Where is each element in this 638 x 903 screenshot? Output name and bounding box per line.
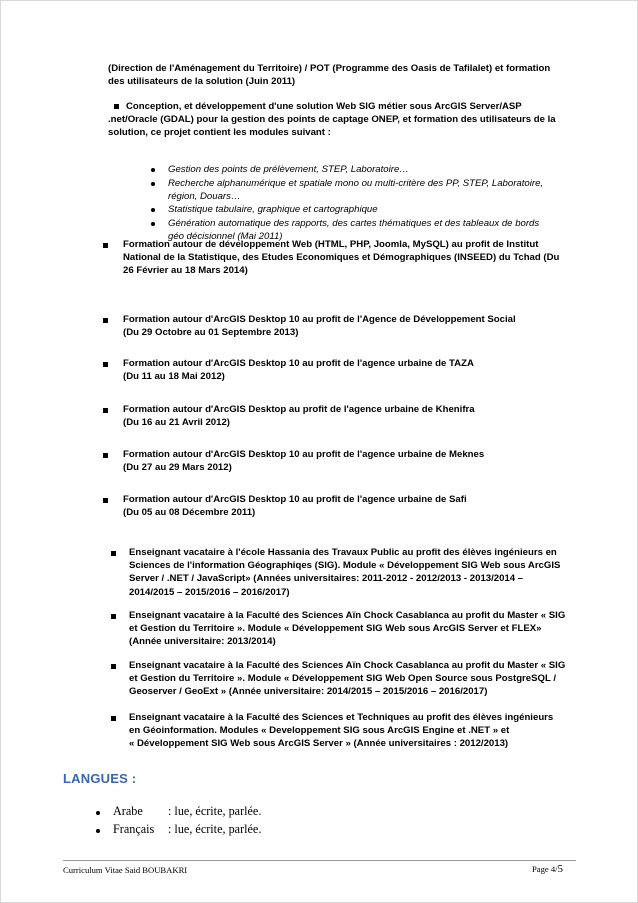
round-bullet-icon xyxy=(151,168,155,172)
round-bullet-icon xyxy=(96,829,100,833)
text-line: Statistique tabulaire, graphique et cartographique xyxy=(168,204,378,215)
language-name: Arabe xyxy=(113,804,143,818)
formation-item xyxy=(123,403,591,429)
square-bullet-icon xyxy=(111,551,116,556)
page-number xyxy=(532,863,563,875)
round-bullet-icon xyxy=(96,811,100,815)
text-line: Enseignant vacataire à la Faculté des Sciences et Techniques au profit des élèves ingénieurs xyxy=(129,712,554,723)
text-line: (Direction de l'Aménagement du Territoire) / POT (Programme des Oasis de Tafilalet) et formation xyxy=(108,63,551,74)
teaching-item xyxy=(129,609,591,649)
formation-item xyxy=(123,313,591,339)
page-prefix: Page 4/ xyxy=(532,864,558,874)
teaching-item xyxy=(129,711,591,751)
text-line: Sciences de l'information Géographiqes (SIG). Module « Développement SIG Web sous ArcGIS xyxy=(129,560,561,572)
text-line: (Du 16 au 21 Avril 2012) xyxy=(123,417,231,429)
module-item xyxy=(168,177,591,203)
square-bullet-icon xyxy=(103,408,108,413)
text-line: des utilisateurs de la solution (Juin 2011) xyxy=(108,76,296,88)
round-bullet-icon xyxy=(151,182,155,186)
square-bullet-icon xyxy=(111,614,116,619)
intro-text xyxy=(108,62,591,88)
teaching-item xyxy=(129,546,591,599)
text-line: (Année universitaire: 2013/2014) xyxy=(129,636,276,648)
text-line: Enseignant vacataire à la Faculté des Sciences Aïn Chock Casablanca au profit du Master « SIG xyxy=(129,610,566,621)
text-line: Formation autour d'ArcGIS Desktop 10 au profit de l'agence urbaine de TAZA xyxy=(123,358,474,369)
text-line: région, Douars… xyxy=(168,191,241,203)
project-description xyxy=(108,100,591,140)
text-line: Formation autour de développement Web (HTML, PHP, Joomla, MySQL) au profit de Institut xyxy=(123,239,539,250)
language-item xyxy=(113,804,413,820)
text-line: Enseignant vacataire à l'école Hassania des Travaux Public au profit des élèves ingénieurs en xyxy=(129,547,557,558)
text-line: (Du 11 au 18 Mai 2012) xyxy=(123,371,225,383)
language-level: : lue, écrite, parlée. xyxy=(168,822,262,836)
language-name: Français xyxy=(113,822,155,836)
round-bullet-icon xyxy=(151,208,155,212)
text-line: Formation autour d'ArcGIS Desktop 10 au profit de l'agence urbaine de Meknes xyxy=(123,449,485,460)
text-line: Formation autour d'ArcGIS Desktop 10 au profit de l'Agence de Développement Social xyxy=(123,314,516,325)
text-line: Server / .NET / JavaScript» (Années universitaires: 2011-2012 - 2012/2013 - 2013/2014 – xyxy=(129,573,524,585)
text-line: Gestion des points de prélèvement, STEP, Laboratoire… xyxy=(168,164,409,175)
text-line: Enseignant vacataire à la Faculté des Sciences Aïn Chock Casablanca au profit du Master « SIG xyxy=(129,660,566,671)
formation-item xyxy=(123,493,591,519)
text-line: et Gestion du Territoire ». Module « Développement SIG Web Open Source sous PostgreSQL / xyxy=(129,673,557,685)
square-bullet-icon xyxy=(111,716,116,721)
square-bullet-icon xyxy=(103,362,108,367)
text-line: en Géoinformation. Modules « Developpement SIG sous ArcGIS Engine et .NET » et xyxy=(129,725,510,737)
text-line: géo décisionnel (Mai 2011) xyxy=(168,231,283,243)
text-line: Génération automatique des rapports, des cartes thématiques et des tableaux de bords xyxy=(168,218,540,229)
square-bullet-icon xyxy=(103,453,108,458)
square-bullet-icon xyxy=(103,318,108,323)
formation-item xyxy=(123,238,591,278)
module-item xyxy=(168,203,591,216)
formation-item xyxy=(123,448,591,474)
text-line: Formation autour d'ArcGIS Desktop 10 au profit de l'agence urbaine de Safi xyxy=(123,494,467,505)
text-line: Recherche alphanumérique et spatiale mono ou multi-critère des PP, STEP, Laboratoire, xyxy=(168,178,544,189)
formation-item xyxy=(123,357,591,383)
footer-author: Curriculum Vitae Said BOUBAKRI xyxy=(63,865,188,875)
language-level: : lue, écrite, parlée. xyxy=(168,804,262,818)
text-line: .net/Oracle (GDAL) pour la gestion des points de captage ONEP, et formation des utilisateurs de la xyxy=(108,114,556,126)
text-line: (Du 27 au 29 Mars 2012) xyxy=(123,462,232,474)
text-line: (Du 05 au 08 Décembre 2011) xyxy=(123,507,256,519)
text-line: (Du 29 Octobre au 01 Septembre 2013) xyxy=(123,327,299,339)
languages-heading: LANGUES : xyxy=(63,771,137,786)
module-item xyxy=(168,163,591,176)
round-bullet-icon xyxy=(151,222,155,226)
language-item xyxy=(113,822,413,838)
text-line: Conception, et développement d'une solution Web SIG métier sous ArcGIS Server/ASP xyxy=(126,101,522,112)
text-line: National de la Statistique, des Etudes Economiques et Démographiques (INSEED) du Tchad (Du xyxy=(123,252,560,264)
text-line: et Gestion du Territoire ». Module « Développement SIG Web sous ArcGIS Server et FLEX» xyxy=(129,623,542,635)
square-bullet-icon xyxy=(111,664,116,669)
text-line: « Développement SIG Web sous ArcGIS Server » (Année universitaires : 2012/2013) xyxy=(129,738,509,750)
footer-divider xyxy=(63,860,576,861)
square-bullet-icon xyxy=(103,243,108,248)
text-line: 2014/2015 – 2015/2016 – 2016/2017) xyxy=(129,586,290,598)
text-line: Formation autour d'ArcGIS Desktop au profit de l'agence urbaine de Khenifra xyxy=(123,404,475,415)
text-line: 26 Février au 18 Mars 2014) xyxy=(123,265,248,277)
square-bullet-icon xyxy=(103,498,108,503)
text-line: solution, ce projet contient les modules suivant : xyxy=(108,127,331,139)
page-total: 5 xyxy=(557,863,564,875)
teaching-item xyxy=(129,659,591,699)
text-line: Geoserver / GeoExt » (Année universitaire: 2014/2015 – 2015/2016 – 2016/2017) xyxy=(129,686,488,698)
